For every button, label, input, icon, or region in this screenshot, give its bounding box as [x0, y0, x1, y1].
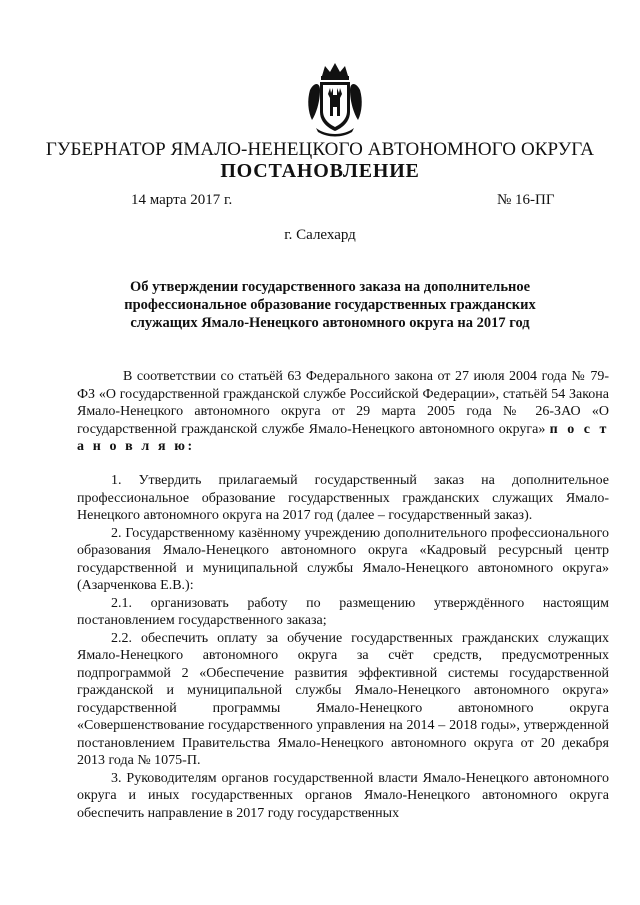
- decree-word: п о с т а н о в л я ю:: [77, 421, 609, 454]
- document-city: г. Салехард: [284, 227, 356, 243]
- preamble-text: В соответствии со статьёй 63 Федерального закона от 27 июля 2004 года № 79-ФЗ «О государственной гражданской службе Российской Федерации», статьёй 54 Закона Ямало-Ненецкого автономного округа от 29 марта 2005 года № 26-ЗАО «О государственной гражданской службе Ямало-Ненецкого автономного округа»: [77, 369, 609, 437]
- preamble-paragraph: [77, 368, 609, 456]
- decree-item: 1. Утвердить прилагаемый государственный заказ на дополнительное профессиональное образование государственных гражданских служащих Ямало-Ненецкого автономного округа на 2017 год (далее – государственный заказ).: [77, 473, 609, 523]
- document-title: [90, 278, 570, 332]
- decree-item: 2.1. организовать работу по размещению утверждённого настоящим постановлением государственного заказа;: [77, 595, 609, 628]
- decree-item: 3. Руководителям органов государственной власти Ямало-Ненецкого автономного округа и иных государственных органов Ямало-Ненецкого автономного округа обеспечить направление в 2017 году государственных: [77, 770, 609, 821]
- title-line: Об утверждении государственного заказа на дополнительное: [129, 279, 531, 295]
- document-number: № 16-ПГ: [497, 192, 555, 208]
- issuer-title: ГУБЕРНАТОР ЯМАЛО-НЕНЕЦКОГО АВТОНОМНОГО ОКРУГА: [45, 139, 595, 160]
- decree-item: 2.2. обеспечить оплату за обучение государственных гражданских служащих Ямало-Ненецкого автономного округа за счёт средств, предусмотренных подпрограммой 2 «Обеспечение развития эффективной системы государственной гражданской и муниципальной службы Ямало-Ненецкого автономного округа» государственной программы Ямало-Ненецкого автономного округа «Совершенствование государственного управления на 2014 – 2018 годы», утвержденной постановлением Правительства Ямало-Ненецкого автономного округа от 20 декабря 2013 года № 1075-П.: [77, 630, 609, 768]
- title-line: служащих Ямало-Ненецкого автономного округа на 2017 год: [130, 315, 530, 331]
- preamble: [77, 368, 609, 456]
- title-line: профессиональное образование государственных гражданских: [124, 297, 536, 313]
- decree-item: 2. Государственному казённому учреждению дополнительного профессионального образования Ямало-Ненецкого автономного округа «Кадровый ресурсный центр государственной и муниципальной службы Ямало-Ненецкого автономного округа» (Азарченкова Е.В.):: [77, 525, 609, 593]
- document-type: ПОСТАНОВЛЕНИЕ: [220, 160, 420, 182]
- decree-items: [77, 472, 609, 822]
- document-date: 14 марта 2017 г.: [131, 192, 233, 208]
- coat-of-arms-emblem-icon: [306, 60, 364, 138]
